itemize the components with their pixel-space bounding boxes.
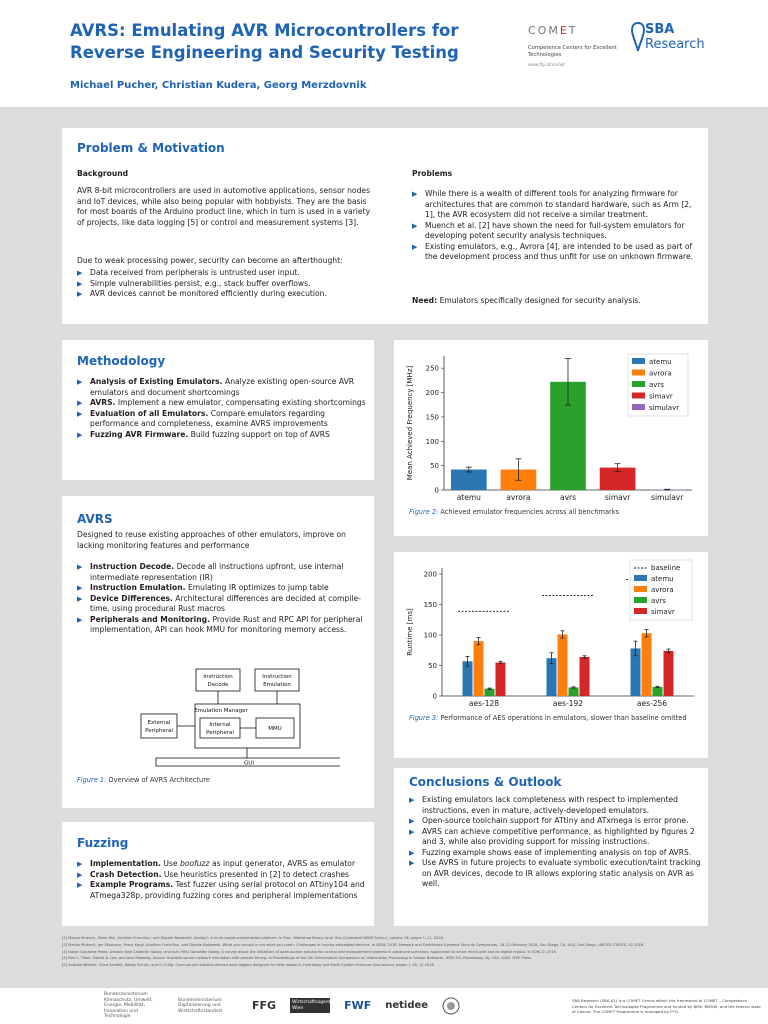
fwf-logo: FWF bbox=[344, 999, 372, 1013]
item-text: Build fuzzing support on top of AVRS bbox=[190, 429, 330, 439]
background-paragraph-2: Due to weak processing power, security can become an afterthought: bbox=[77, 256, 343, 265]
fuzzing-heading: Fuzzing bbox=[77, 836, 129, 850]
legend-label: avrora bbox=[651, 586, 674, 594]
item-bold: Instruction Decode. bbox=[90, 562, 175, 571]
list-item bbox=[77, 409, 367, 430]
legend-swatch bbox=[634, 597, 647, 603]
list-item: ▶ Open-source toolchain support for ATtiny and ATxmega is error prone. bbox=[409, 816, 701, 827]
poster-title: AVRS: Emulating AVR Microcontrollers for Reverse Engineering and Security Testing bbox=[70, 21, 459, 62]
x-tick-label: avrs bbox=[559, 493, 577, 502]
legend-swatch bbox=[632, 381, 645, 387]
list-item: ▶ Existing emulators, e.g., Avrora [4], are intended to be used as part of the development process and thus unfit for use on unknown firmware. bbox=[412, 242, 694, 263]
poster-header bbox=[0, 0, 768, 107]
avrs-heading: AVRS bbox=[77, 512, 113, 526]
problem-heading: Problem & Motivation bbox=[77, 141, 225, 155]
legend-swatch bbox=[632, 370, 645, 376]
conclusions-list bbox=[409, 795, 701, 890]
item-bold: Peripherals and Monitoring. bbox=[90, 614, 211, 624]
comet-url: www.ffg.at/comet bbox=[528, 62, 565, 67]
conclusions-heading: Conclusions & Outlook bbox=[409, 775, 562, 789]
y-tick-label: 50 bbox=[428, 662, 437, 671]
reference-item: [4] Ben L. Titzer, Daniel K. Lee, and Jens Palsberg. Avrora: Scalable sensor network simulation with precise timing. In Proceedings of the 4th International Symposium on Information Processing in Sensor Networks, IPSN '05, Piscataway, NJ, USA, 2005. IEEE Press. bbox=[62, 956, 533, 961]
figure-3-label: Figure 3: bbox=[409, 714, 439, 722]
list-item: ▶ Data received from peripherals is untrusted user input. bbox=[77, 268, 377, 279]
figure-2-caption bbox=[409, 508, 619, 516]
bmdw-logo: Bundesministerium Digitalisierung und Wirtschaftsstandort bbox=[178, 997, 223, 1014]
legend-label: avrs bbox=[651, 597, 666, 605]
list-item: ▶ Simple vulnerabilities persist, e.g., stack buffer overflows. bbox=[77, 279, 377, 290]
item-text: Use heuristics presented in [2] to detect crashes bbox=[163, 869, 350, 879]
list-item bbox=[77, 859, 369, 870]
frequency-chart bbox=[394, 342, 708, 507]
item-text: Implement a new emulator, compensating existing shortcomings bbox=[117, 398, 366, 407]
y-axis-label: Mean Achieved Frequency [MHz] bbox=[406, 365, 414, 481]
list-item bbox=[77, 615, 369, 636]
instruction-decode-label-1: Instruction bbox=[203, 674, 233, 680]
comet-logo-text-right: T bbox=[568, 24, 578, 37]
legend-swatch bbox=[632, 393, 645, 399]
list-item bbox=[77, 583, 369, 594]
bar bbox=[569, 687, 579, 696]
bar bbox=[653, 687, 663, 696]
item-text: Architectural differences are decided at compile-time, using procedural Rust macros bbox=[90, 593, 361, 613]
item-text-2: as input generator, AVRS as emulator bbox=[211, 859, 356, 868]
methodology-heading: Methodology bbox=[77, 354, 166, 368]
item-text: Decode all instructions upfront, use internal intermediate representation (IR) bbox=[90, 562, 344, 582]
x-tick-label: aes-256 bbox=[636, 699, 668, 708]
item-bold: Analysis of Existing Emulators. bbox=[90, 377, 223, 386]
item-text: Use bbox=[163, 859, 178, 868]
bar bbox=[664, 651, 674, 696]
sba-pin-icon bbox=[631, 22, 645, 52]
y-tick-label: 0 bbox=[434, 486, 439, 495]
item-bold: Device Differences. bbox=[90, 593, 173, 603]
ffg-logo: FFG bbox=[252, 999, 277, 1013]
item-bold: AVRS. bbox=[90, 398, 116, 407]
comet-logo bbox=[528, 24, 618, 67]
seal-icon bbox=[442, 997, 460, 1015]
fuzzing-list bbox=[77, 859, 369, 901]
list-item bbox=[77, 880, 369, 901]
item-bold: Fuzzing AVR Firmware. bbox=[90, 429, 189, 439]
list-item bbox=[77, 562, 369, 583]
legend-swatch bbox=[634, 608, 647, 614]
bar bbox=[474, 641, 484, 696]
need-statement bbox=[412, 296, 694, 307]
external-peripheral-box bbox=[141, 714, 177, 738]
x-tick-label: aes-128 bbox=[468, 699, 500, 708]
x-tick-label: simavr bbox=[604, 493, 631, 502]
list-item: ▶ Existing emulators lack completeness with respect to implemented instructions, even in mature, actively-developed emulators. bbox=[409, 795, 701, 816]
y-axis-label: Runtime [ms] bbox=[406, 608, 414, 656]
emulation-manager-label: Emulation Manager bbox=[194, 708, 248, 714]
list-item bbox=[77, 398, 367, 409]
methodology-list bbox=[77, 377, 367, 440]
reference-item: [2] Marius Muench, Jan Stijohann, Frank Kargl, Aurélien Francillon, and Davide Balzarotti. What you corrupt is not what you crash: Challenges in fuzzing embedded devices. In NDSS 2018, Network and Distributed Systems Security Symposium, 18-21 February 2018, San Diego, CA, USA, San Diego, UNITED STATES, 02 2018. bbox=[62, 942, 645, 947]
legend-swatch bbox=[632, 358, 645, 364]
sba-line2: Research bbox=[645, 37, 705, 52]
figure-1-label: Figure 1: bbox=[77, 776, 107, 784]
figure-3-text: Performance of AES operations in emulators, slower than baseline omitted bbox=[440, 714, 687, 722]
avrs-intro: Designed to reuse existing approaches of other emulators, improve on lacking monitoring features and performance bbox=[77, 530, 346, 550]
gui-label: GUI bbox=[244, 760, 254, 767]
legend-label: simavr bbox=[649, 392, 673, 401]
y-tick-label: 50 bbox=[430, 462, 439, 471]
legend-label: atemu bbox=[651, 575, 674, 583]
instruction-emulation-label-2: Emulation bbox=[263, 682, 291, 688]
wirtschaftsagentur-logo: Wirtschaftsagentur Wien bbox=[290, 998, 330, 1013]
item-text: Emulating IR optimizes to jump table bbox=[187, 583, 329, 592]
y-tick-label: 150 bbox=[423, 601, 437, 610]
need-text: Emulators specifically designed for security analysis. bbox=[439, 296, 641, 305]
legend-swatch bbox=[634, 586, 647, 592]
mmu-label: MMU bbox=[268, 726, 282, 732]
list-item bbox=[77, 594, 369, 615]
conclusions-panel bbox=[394, 768, 708, 926]
legend-label: atemu bbox=[649, 358, 672, 366]
background-heading: Background bbox=[77, 169, 129, 178]
instruction-decode-label-2: Decode bbox=[207, 682, 229, 688]
y-tick-label: 250 bbox=[425, 364, 439, 373]
comet-logo-text-left: COM bbox=[528, 24, 560, 37]
item-bold: Evaluation of all Emulators. bbox=[90, 408, 209, 418]
sba-research-logo bbox=[631, 22, 731, 54]
sba-line1: SBA bbox=[645, 22, 675, 37]
item-bold: Crash Detection. bbox=[90, 869, 162, 879]
sponsor-logos bbox=[104, 992, 460, 1020]
methodology-panel bbox=[62, 340, 374, 480]
bar bbox=[558, 634, 568, 696]
problem-panel bbox=[62, 128, 708, 324]
list-item: ▶ Fuzzing example shows ease of implementing analysis on top of AVRS. bbox=[409, 848, 701, 859]
legend-label: simavr bbox=[651, 608, 675, 616]
figure-1-text: Overview of AVRS Architecture bbox=[108, 776, 210, 784]
bmk-logo: Bundesministerium Klimaschutz, Umwelt, Energie, Mobilität, Innovation und Technologie bbox=[104, 992, 153, 1019]
reference-item: [5] Andrew Wickert, Chad Sandell, Bobby Schulz, and G.-H Ng. Open-source arduino-derived data loggers designed for field research. Hydrology and Earth System Sciences Discussions, pages 1–16, 12 2018. bbox=[62, 963, 435, 968]
figure-2-text: Achieved emulator frequencies across all benchmarks bbox=[440, 508, 619, 516]
bar bbox=[451, 470, 487, 490]
item-bold: Implementation. bbox=[90, 859, 161, 868]
need-label: Need: bbox=[412, 296, 438, 305]
comet-subtitle: Competence Centers for Excellent Technologies bbox=[528, 45, 617, 58]
legend-label: avrs bbox=[649, 381, 664, 389]
list-item: ▶ Muench et al. [2] have shown the need for full-system emulators for developing potent security analysis techniques. bbox=[412, 221, 694, 242]
y-tick-label: 100 bbox=[425, 437, 439, 446]
figure-1-caption bbox=[77, 776, 210, 784]
y-tick-label: 200 bbox=[425, 389, 439, 398]
figure-2-label: Figure 2: bbox=[409, 508, 439, 516]
x-tick-label: aes-192 bbox=[552, 699, 584, 708]
list-item: ▶ AVR devices cannot be monitored efficiently during execution. bbox=[77, 289, 377, 300]
problems-list bbox=[412, 189, 694, 263]
reference-item: [1] Marius Muench, Dario Nisi, Aurélien Francillon, and Davide Balzarotti. Avatar2: A multi-target orchestration platform. In Proc. Workshop Binary Anal. Res.(Colocated NDSS Symp.), volume 18, pages 1–11, 2018. bbox=[62, 936, 444, 940]
internal-peripheral-label-2: Peripheral bbox=[206, 730, 234, 736]
bar bbox=[496, 662, 506, 696]
poster-authors: Michael Pucher, Christian Kudera, Georg Merzdovnik bbox=[70, 80, 367, 91]
bar bbox=[580, 657, 590, 696]
legend-swatch bbox=[634, 575, 647, 581]
reference-item: [3] Isabel Gonzalez Perez, Antonio José Calderón Godoy, and Juan Félix González Godoy. A survey about the utilization of open-source arduino for control and measurement systems in advanced scenarios. application to smart micro-grid and its digital replica. In ICINCO, 2019. bbox=[62, 949, 558, 954]
list-item bbox=[77, 430, 367, 441]
avrs-list bbox=[77, 562, 369, 636]
legend-label: avrora bbox=[649, 369, 672, 378]
item-bold: Instruction Emulation. bbox=[90, 583, 186, 592]
list-item: ▶ AVRS can achieve competitive performance, as highlighted by figures 2 and 3, while also providing support for missing instructions. bbox=[409, 827, 701, 848]
list-item bbox=[77, 870, 369, 881]
background-list bbox=[77, 268, 377, 300]
comet-logo-text-mid: E bbox=[559, 24, 569, 37]
poster-footer bbox=[0, 988, 768, 1024]
item-text: Provide Rust and RPC API for peripheral implementation, API can hook MMU for monitoring memory access. bbox=[90, 614, 363, 634]
instruction-emulation-label-1: Instruction bbox=[262, 674, 292, 680]
external-peripheral-label-2: Peripheral bbox=[145, 728, 173, 734]
item-bold: Example Programs. bbox=[90, 880, 174, 889]
runtime-chart bbox=[394, 558, 708, 718]
references bbox=[62, 935, 712, 969]
internal-peripheral-label-1: Internal bbox=[209, 722, 231, 728]
list-item: ▶ Use AVRS in future projects to evaluate symbolic execution/taint tracking on AVR devices, decode to IR allows exploring static analysis on AVR as well. bbox=[409, 858, 701, 890]
x-tick-label: simulavr bbox=[651, 493, 684, 502]
list-item bbox=[77, 377, 367, 398]
legend-label: baseline bbox=[651, 564, 681, 572]
figure-3-panel bbox=[394, 552, 708, 758]
item-text: Analyze existing open-source AVR emulators and document shortcomings bbox=[90, 377, 355, 397]
item-italic: boofuzz bbox=[179, 859, 210, 868]
avrs-panel bbox=[62, 496, 374, 808]
y-tick-label: 0 bbox=[432, 692, 437, 701]
bar bbox=[642, 633, 652, 696]
legend-swatch bbox=[632, 404, 645, 410]
funding-note: SBA Research (SBA-K1) is a COMET Centre within the framework of COMET – Competence Centers for Excellent Technologies Programme and funded by BMK, BMDW, and the federal state of Vienna. The COMET Programme is managed by FFG. bbox=[572, 998, 761, 1014]
legend-label: simulavr bbox=[649, 404, 680, 412]
netidee-logo: netidee bbox=[385, 1000, 429, 1012]
item-text: Compare emulators regarding performance and completeness, examine AVRS improvements bbox=[90, 408, 328, 428]
x-tick-label: avrora bbox=[506, 493, 531, 502]
list-item: ▶ While there is a wealth of different tools for analyzing firmware for architectures that are common to standard hardware, such as Arm [2, 1], the AVR ecosystem did not receive a similar treatment. bbox=[412, 189, 694, 221]
x-tick-label: atemu bbox=[456, 493, 481, 502]
figure-2-panel bbox=[394, 340, 708, 536]
item-text: Test fuzzer using serial protocol on ATtiny104 and ATmega328p, providing fuzzing cores and peripheral implementations bbox=[90, 880, 365, 900]
problems-heading: Problems bbox=[412, 169, 453, 178]
external-peripheral-label-1: External bbox=[147, 720, 171, 726]
y-tick-label: 100 bbox=[423, 631, 437, 640]
bar bbox=[485, 689, 495, 696]
figure-3-caption bbox=[409, 714, 687, 722]
background-paragraph-1: AVR 8-bit microcontrollers are used in automotive applications, sensor nodes and IoT devices, while also being popular with hobbyists. They are the basis for most boards of the Arduino product line, which in turn is used in a variety of projects, like data logging [5] or control and measurement systems [3]. bbox=[77, 186, 371, 227]
architecture-diagram bbox=[100, 666, 340, 776]
y-tick-label: 150 bbox=[425, 413, 439, 422]
fuzzing-panel bbox=[62, 822, 374, 926]
y-tick-label: 200 bbox=[423, 570, 437, 579]
